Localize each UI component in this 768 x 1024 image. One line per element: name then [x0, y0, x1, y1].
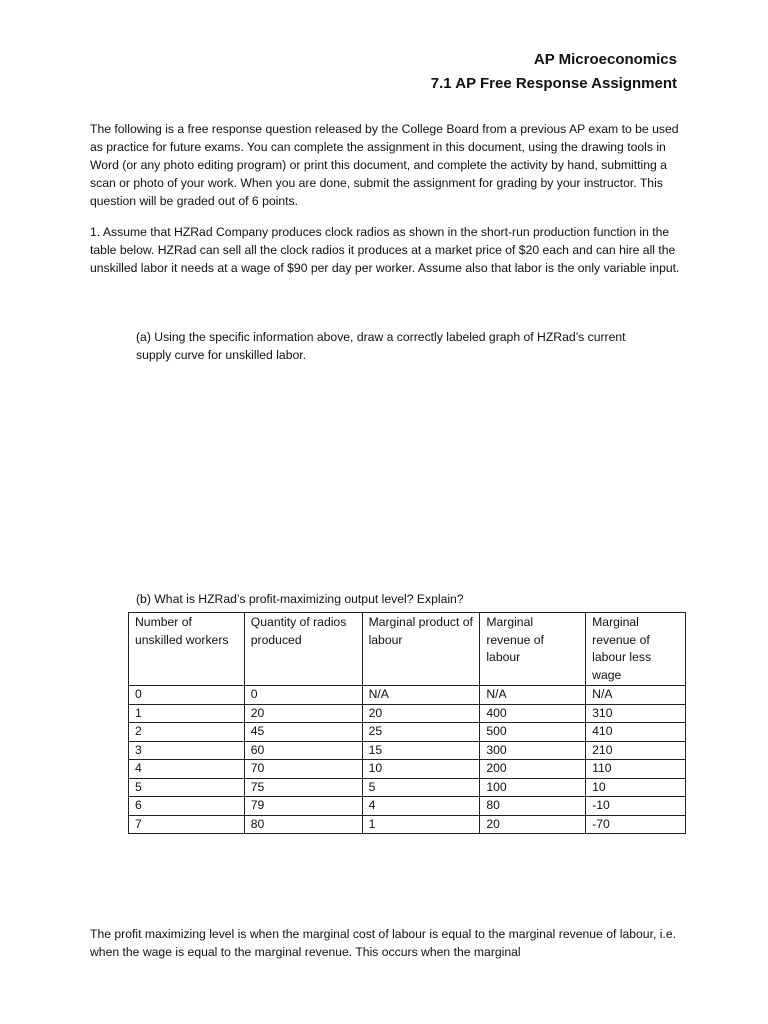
table-cell: 80	[244, 815, 362, 834]
table-row	[129, 760, 686, 779]
question-1-text: 1. Assume that HZRad Company produces clock radios as shown in the short-run production function in the table below. HZRad can sell all the clock radios it produces at a market price of $20 each and can hire all the unskilled labor it needs at a wage of $90 per day per worker. Assume also that labor is the only variable input.	[90, 225, 680, 276]
table-cell: 70	[244, 760, 362, 779]
table-cell: 5	[362, 778, 480, 797]
table-cell: 15	[362, 741, 480, 760]
header-marginal-product: Marginal product of labour	[362, 613, 480, 686]
table-cell: 20	[244, 704, 362, 723]
table-cell: 10	[586, 778, 686, 797]
table-header-row	[129, 613, 686, 686]
table-cell: 4	[362, 797, 480, 816]
table-cell: 310	[586, 704, 686, 723]
table-cell: 60	[244, 741, 362, 760]
table-row	[129, 815, 686, 834]
table-cell: 75	[244, 778, 362, 797]
table-cell: 1	[362, 815, 480, 834]
table-cell: 210	[586, 741, 686, 760]
table-row	[129, 723, 686, 742]
table-cell: 6	[129, 797, 245, 816]
table-cell: 500	[480, 723, 586, 742]
table-cell: -10	[586, 797, 686, 816]
table-cell: 100	[480, 778, 586, 797]
table-row	[129, 686, 686, 705]
table-cell: 3	[129, 741, 245, 760]
assignment-title: 7.1 AP Free Response Assignment	[430, 75, 677, 92]
table-row	[129, 741, 686, 760]
table-row	[129, 704, 686, 723]
table-cell: 410	[586, 723, 686, 742]
table-cell: 110	[586, 760, 686, 779]
table-cell: N/A	[362, 686, 480, 705]
table-cell: 2	[129, 723, 245, 742]
table-row	[129, 778, 686, 797]
table-cell: -70	[586, 815, 686, 834]
document-header	[431, 48, 677, 96]
table-cell: 4	[129, 760, 245, 779]
table-cell: 7	[129, 815, 245, 834]
table-cell: 20	[480, 815, 586, 834]
table-cell: 300	[480, 741, 586, 760]
header-marginal-revenue: Marginal revenue of labour	[480, 613, 586, 686]
part-b-prompt: (b) What is HZRad’s profit-maximizing output level? Explain?	[136, 592, 464, 607]
part-a-prompt: (a) Using the specific information above, draw a correctly labeled graph of HZRad’s current supply curve for unskilled labor.	[136, 330, 626, 363]
table-cell: 20	[362, 704, 480, 723]
table-row	[129, 797, 686, 816]
course-title: AP Microeconomics	[533, 51, 677, 68]
table-cell: N/A	[480, 686, 586, 705]
header-mrp-less-wage: Marginal revenue of labour less wage	[586, 613, 686, 686]
table-cell: 1	[129, 704, 245, 723]
table-cell: 5	[129, 778, 245, 797]
intro-paragraph: The following is a free response question released by the College Board from a previous AP exam to be used as practice for future exams. You can complete the assignment in this document, using the drawing tools in Word (or any photo editing program) or print this document, and complete the activity by hand, submitting a scan or photo of your work. When you are done, submit the assignment for grading by your instructor. This question will be graded out of 6 points.	[90, 122, 679, 209]
table-cell: 0	[244, 686, 362, 705]
table-cell: 200	[480, 760, 586, 779]
answer-paragraph: The profit maximizing level is when the marginal cost of labour is equal to the marginal revenue of labour, i.e. when the wage is equal to the marginal revenue. This occurs when the marginal	[90, 927, 676, 960]
header-workers: Number of unskilled workers	[129, 613, 245, 686]
table-cell: N/A	[586, 686, 686, 705]
table-cell: 79	[244, 797, 362, 816]
header-quantity: Quantity of radios produced	[244, 613, 362, 686]
table-cell: 45	[244, 723, 362, 742]
production-table	[128, 612, 686, 834]
table-cell: 80	[480, 797, 586, 816]
table-cell: 10	[362, 760, 480, 779]
table-cell: 0	[129, 686, 245, 705]
table-cell: 25	[362, 723, 480, 742]
table-cell: 400	[480, 704, 586, 723]
